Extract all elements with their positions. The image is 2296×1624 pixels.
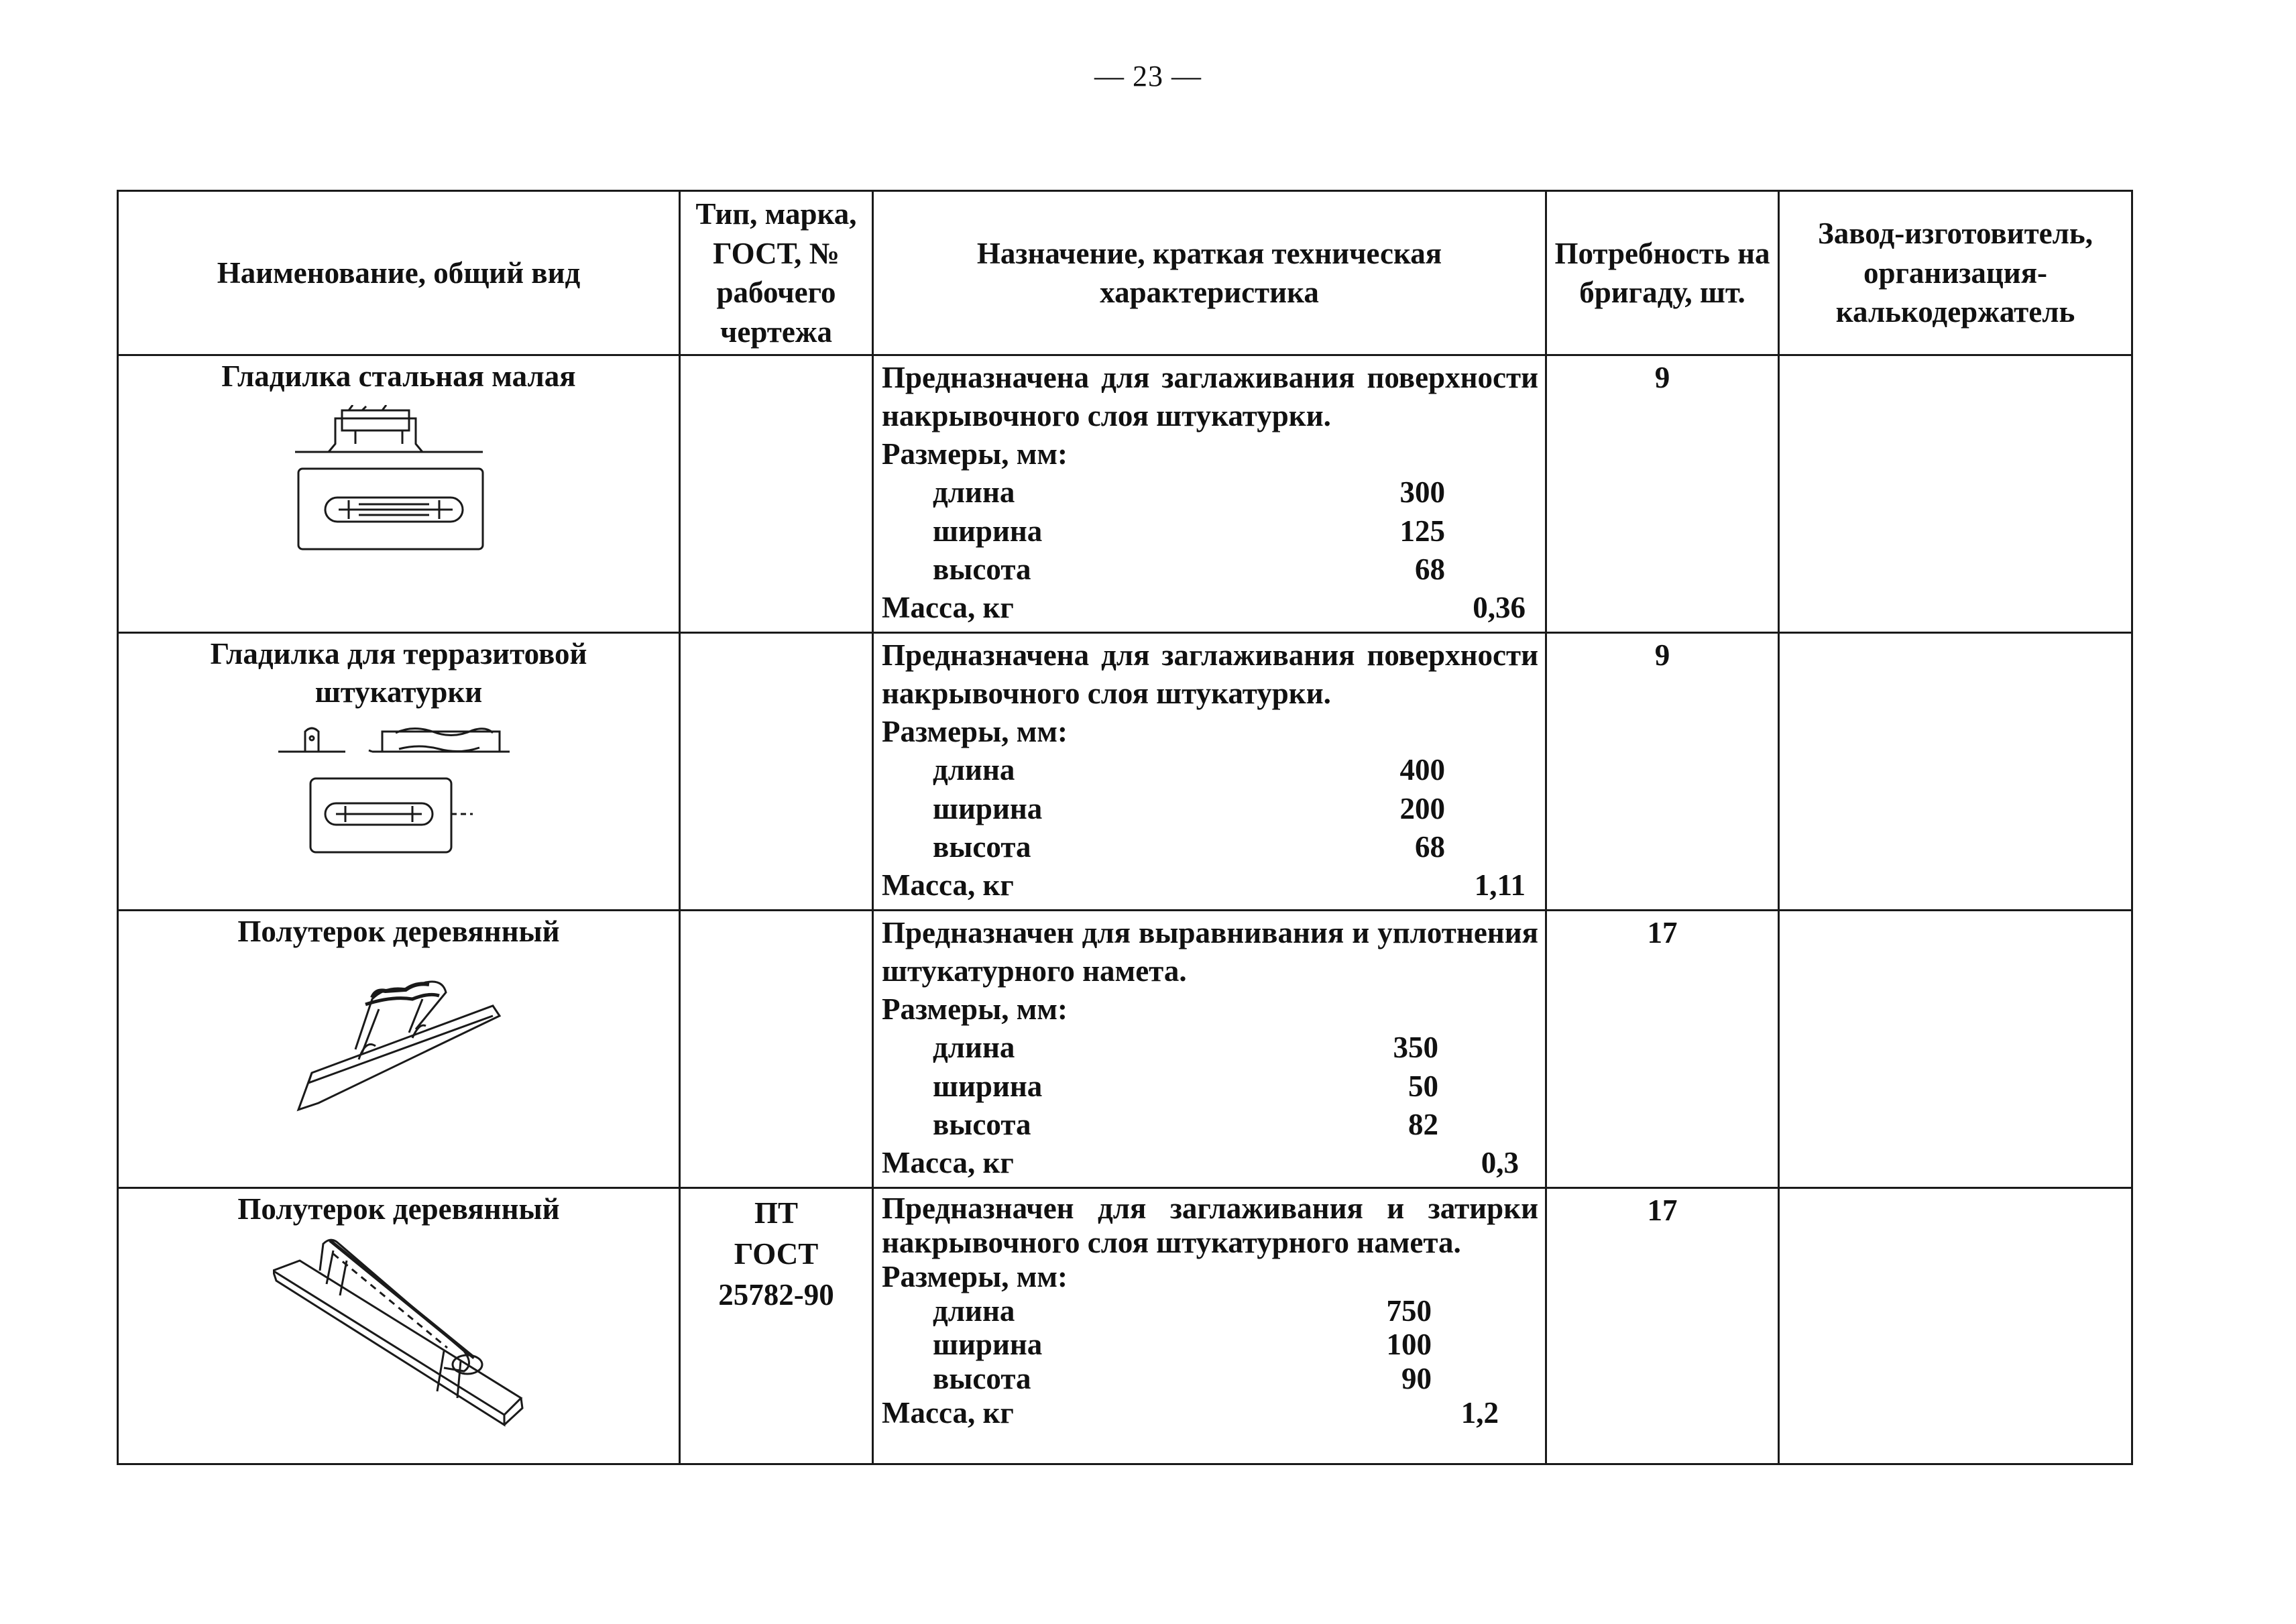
header-type: Тип, марка, ГОСТ, № рабочего чертежа — [680, 191, 873, 355]
page-number: — 23 — — [1094, 60, 1202, 93]
table-row — [118, 633, 2132, 911]
tool-purpose: Предназначена для заглаживания поверхности накрывочного слоя штукатурки. — [882, 361, 1538, 433]
dimension-line — [882, 1294, 1432, 1328]
dimension-line — [882, 473, 1445, 512]
tool-type-cell — [680, 633, 873, 911]
tool-purpose: Предназначен для выравнивания и уплотнения штукатурного намета. — [882, 916, 1538, 988]
dimension-value: 100 — [1386, 1328, 1432, 1362]
tool-maker-cell — [1779, 1188, 2132, 1464]
dimension-line — [882, 550, 1445, 589]
mass-label: Масса, кг — [882, 590, 1014, 624]
tool-name: Гладилка для терразитовой штукатурки — [210, 637, 587, 709]
dimension-label: ширина — [933, 514, 1043, 548]
tool-need-cell: 17 — [1546, 911, 1779, 1188]
mass-value: 1,11 — [1474, 868, 1526, 902]
mass-line — [882, 866, 1526, 905]
header-purpose: Назначение, краткая техническая характеристика — [873, 191, 1546, 355]
dimension-line — [882, 1029, 1438, 1067]
tool-need-cell: 9 — [1546, 355, 1779, 633]
mass-value: 0,3 — [1481, 1145, 1519, 1179]
dimension-value: 350 — [1393, 1031, 1438, 1065]
dimension-label: высота — [933, 1362, 1031, 1396]
type-standard: ГОСТ — [734, 1236, 819, 1271]
table-row — [118, 1188, 2132, 1464]
dimension-line — [882, 1328, 1432, 1362]
dimension-label: ширина — [933, 1069, 1043, 1103]
tool-maker-cell — [1779, 633, 2132, 911]
tool-type-cell — [680, 1188, 873, 1464]
dimension-value: 90 — [1401, 1362, 1432, 1396]
dimension-label: длина — [933, 753, 1015, 787]
mass-value: 0,36 — [1473, 590, 1526, 624]
dimension-line — [882, 1067, 1438, 1106]
dimension-value: 50 — [1408, 1069, 1438, 1103]
tool-name-cell — [118, 911, 680, 1188]
tool-description-cell — [873, 911, 1546, 1188]
mass-value: 1,2 — [1460, 1396, 1499, 1430]
tool-maker-cell — [1779, 911, 2132, 1188]
tool-need-cell: 17 — [1546, 1188, 1779, 1464]
table-row — [118, 355, 2132, 633]
tool-maker-cell — [1779, 355, 2132, 633]
sizes-label: Размеры, мм: — [882, 992, 1068, 1027]
tool-description-cell — [873, 633, 1546, 911]
dimension-label: ширина — [933, 791, 1043, 825]
mass-line — [882, 589, 1526, 627]
tool-type-cell — [680, 355, 873, 633]
sizes-label: Размеры, мм: — [882, 715, 1068, 749]
table-row — [118, 911, 2132, 1188]
tool-type-cell — [680, 911, 873, 1188]
tool-purpose: Предназначен для заглаживания и затирки накрывочного слоя штукатурного намета. — [882, 1192, 1538, 1259]
mass-line — [882, 1144, 1519, 1182]
tool-name-cell — [118, 1188, 680, 1464]
wooden-float-long-icon — [273, 1234, 528, 1428]
dimension-value: 82 — [1408, 1107, 1438, 1141]
type-standard-number: 25782-90 — [718, 1277, 834, 1312]
steel-trowel-icon — [288, 405, 510, 566]
dimension-value: 400 — [1399, 753, 1445, 787]
dimension-label: длина — [933, 1031, 1015, 1065]
dimension-label: высота — [933, 829, 1031, 864]
terrazite-trowel-icon — [278, 718, 520, 859]
tools-table — [117, 190, 2133, 1465]
header-maker: Завод-изготовитель, организация-калькодержатель — [1779, 191, 2132, 355]
dimension-value: 300 — [1399, 475, 1445, 510]
mass-label: Масса, кг — [882, 868, 1014, 902]
dimension-line — [882, 1362, 1432, 1396]
dimension-value: 125 — [1399, 514, 1445, 548]
dimension-line — [882, 790, 1445, 828]
dimension-line — [882, 751, 1445, 789]
dimension-line — [882, 828, 1445, 866]
tool-name: Полутерок деревянный — [237, 915, 560, 948]
mass-line — [882, 1396, 1499, 1430]
mass-label: Масса, кг — [882, 1396, 1014, 1430]
tool-need-cell: 9 — [1546, 633, 1779, 911]
tool-name-cell — [118, 633, 680, 911]
type-mark: ПТ — [754, 1196, 799, 1230]
wooden-float-icon — [292, 959, 506, 1120]
dimension-label: длина — [933, 1293, 1015, 1328]
dimension-value: 68 — [1415, 552, 1445, 586]
dimension-label: высота — [933, 1107, 1031, 1141]
tool-name: Полутерок деревянный — [237, 1192, 560, 1226]
sizes-label: Размеры, мм: — [882, 1259, 1068, 1293]
dimension-line — [882, 1106, 1438, 1144]
header-need: Потребность на бригаду, шт. — [1546, 191, 1779, 355]
dimension-label: высота — [933, 552, 1031, 586]
tool-name: Гладилка стальная малая — [221, 359, 576, 393]
dimension-value: 200 — [1399, 791, 1445, 825]
sizes-label: Размеры, мм: — [882, 437, 1068, 471]
tool-purpose: Предназначена для заглаживания поверхности накрывочного слоя штукатурки. — [882, 638, 1538, 711]
dimension-label: длина — [933, 475, 1015, 510]
dimension-line — [882, 512, 1445, 550]
dimension-value: 750 — [1386, 1293, 1432, 1328]
tool-description-cell — [873, 355, 1546, 633]
tool-description-cell — [873, 1188, 1546, 1464]
dimension-value: 68 — [1415, 829, 1445, 864]
table-header-row — [118, 191, 2132, 355]
header-name: Наименование, общий вид — [118, 191, 680, 355]
mass-label: Масса, кг — [882, 1145, 1014, 1179]
tool-name-cell — [118, 355, 680, 633]
dimension-label: ширина — [933, 1328, 1043, 1362]
